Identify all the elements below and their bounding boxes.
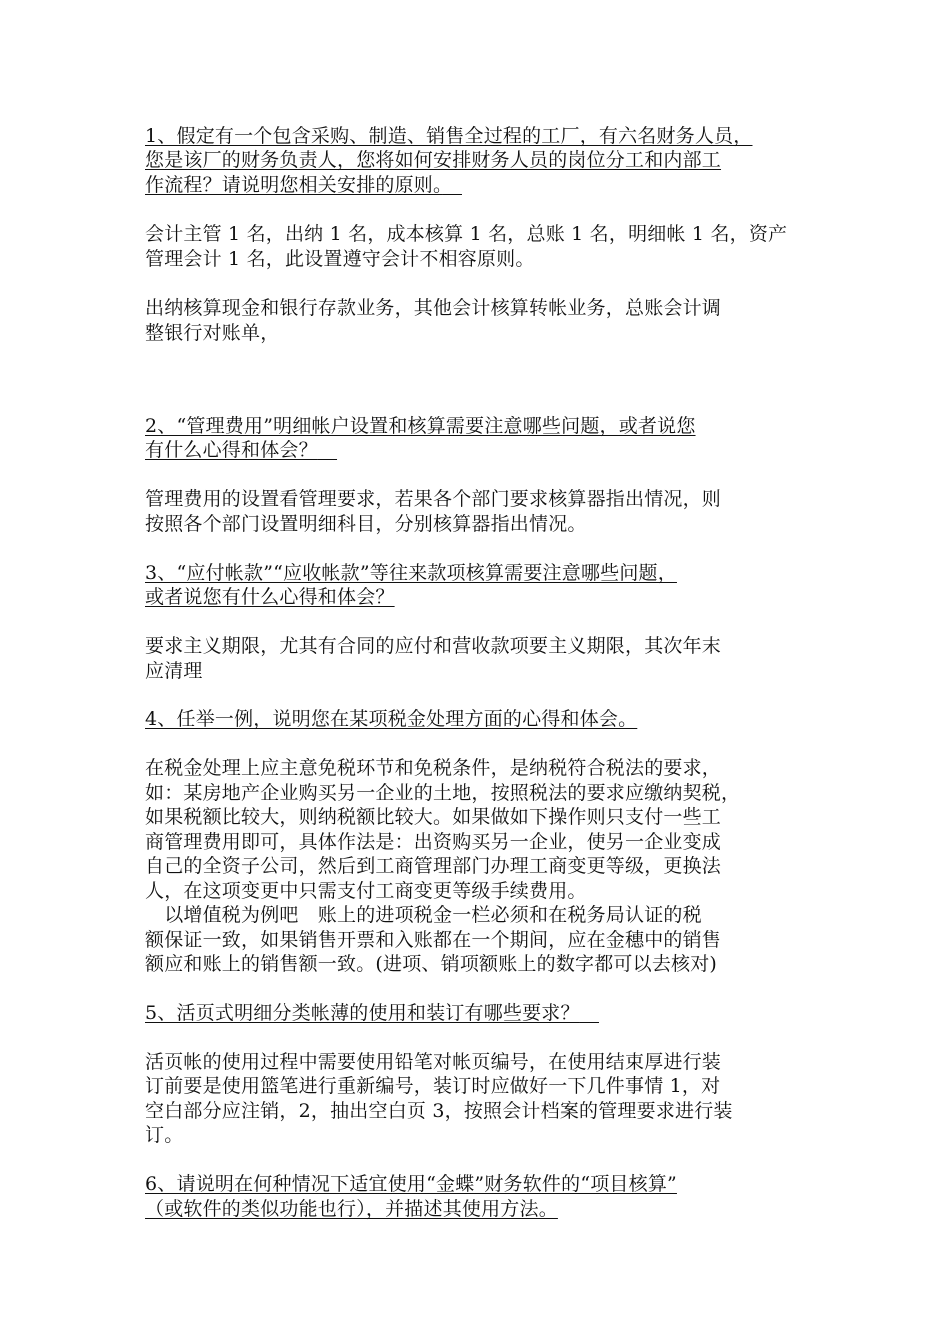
answer-4-line-2: 如：某房地产企业购买另一企业的土地，按照税法的要求应缴纳契税， [145, 782, 741, 804]
answer-4-line-5: 自己的全资子公司，然后到工商管理部门办理工商变更等级，更换法 [145, 855, 722, 877]
question-4-line-1: 4、任举一例，说明您在某项税金处理方面的心得和体会。 [145, 708, 638, 730]
answer-4-line-1: 在税金处理上应主意免税环节和免税条件，是纳税符合税法的要求， [145, 757, 722, 779]
answer-4-line-7: 以增值税为例吧 账上的进项税金一栏必须和在税务局认证的税 [145, 904, 702, 926]
question-2-line-1: 2、“管理费用”明细帐户设置和核算需要注意哪些问题，或者说您 [145, 415, 696, 437]
answer-1b-line-1: 出纳核算现金和银行存款业务，其他会计核算转帐业务，总账会计调 [145, 297, 722, 319]
answer-2-line-1: 管理费用的设置看管理要求，若果各个部门要求核算器指出情况，则 [145, 488, 722, 510]
question-2-line-2: 有什么心得和体会？ [145, 439, 318, 461]
question-1-line-1: 1、假定有一个包含采购、制造、销售全过程的工厂，有六名财务人员， [145, 125, 753, 147]
answer-1a-line-1: 会计主管 1 名，出纳 1 名，成本核算 1 名，总账 1 名，明细帐 1 名，资产 [145, 223, 788, 245]
question-3-line-2: 或者说您有什么心得和体会？ [145, 586, 395, 608]
answer-4-line-3: 如果税额比较大，则纳税额比较大。如果做如下操作则只支付一些工 [145, 806, 722, 828]
answer-3-line-2: 应清理 [145, 660, 203, 682]
question-6-line-1: 6、请说明在何种情况下适宜使用“金蝶”财务软件的“项目核算” [145, 1173, 677, 1195]
question-6-line-2: （或软件的类似功能也行），并描述其使用方法。 [145, 1198, 558, 1220]
answer-1b-line-2: 整银行对账单， [145, 322, 280, 344]
answer-5-line-1: 活页帐的使用过程中需要使用铅笔对帐页编号，在使用结束厚进行装 [145, 1051, 722, 1073]
answer-4-line-6: 人，在这项变更中只需支付工商变更等级手续费用。 [145, 880, 587, 902]
answer-4-line-4: 商管理费用即可，具体作法是：出资购买另一企业，使另一企业变成 [145, 831, 722, 853]
answer-4-line-8: 额保证一致，如果销售开票和入账都在一个期间，应在金穗中的销售 [145, 929, 722, 951]
answer-1a-line-2: 管理会计 1 名，此设置遵守会计不相容原则。 [145, 248, 535, 270]
answer-5-line-3: 空白部分应注销，2，抽出空白页 3，按照会计档案的管理要求进行装 [145, 1100, 733, 1122]
question-5-line-1: 5、活页式明细分类帐薄的使用和装订有哪些要求？ [145, 1002, 580, 1024]
answer-4-line-9: 额应和账上的销售额一致。(进项、销项额账上的数字都可以去核对) [145, 953, 718, 975]
question-1-line-3: 作流程？请说明您相关安排的原则。 [145, 174, 443, 196]
question-3-line-1: 3、“应付帐款”“应收帐款”等往来款项核算需要注意哪些问题， [145, 562, 677, 584]
answer-5-line-4: 订。 [145, 1124, 184, 1146]
answer-2-line-2: 按照各个部门设置明细科目，分别核算器指出情况。 [145, 513, 587, 535]
answer-5-line-2: 订前要是使用篮笔进行重新编号，装订时应做好一下几件事情 1，对 [145, 1075, 721, 1097]
question-1-line-2: 您是该厂的财务负责人，您将如何安排财务人员的岗位分工和内部工 [145, 149, 722, 171]
answer-3-line-1: 要求主义期限，尤其有合同的应付和营收款项要主义期限，其次年末 [145, 635, 722, 657]
